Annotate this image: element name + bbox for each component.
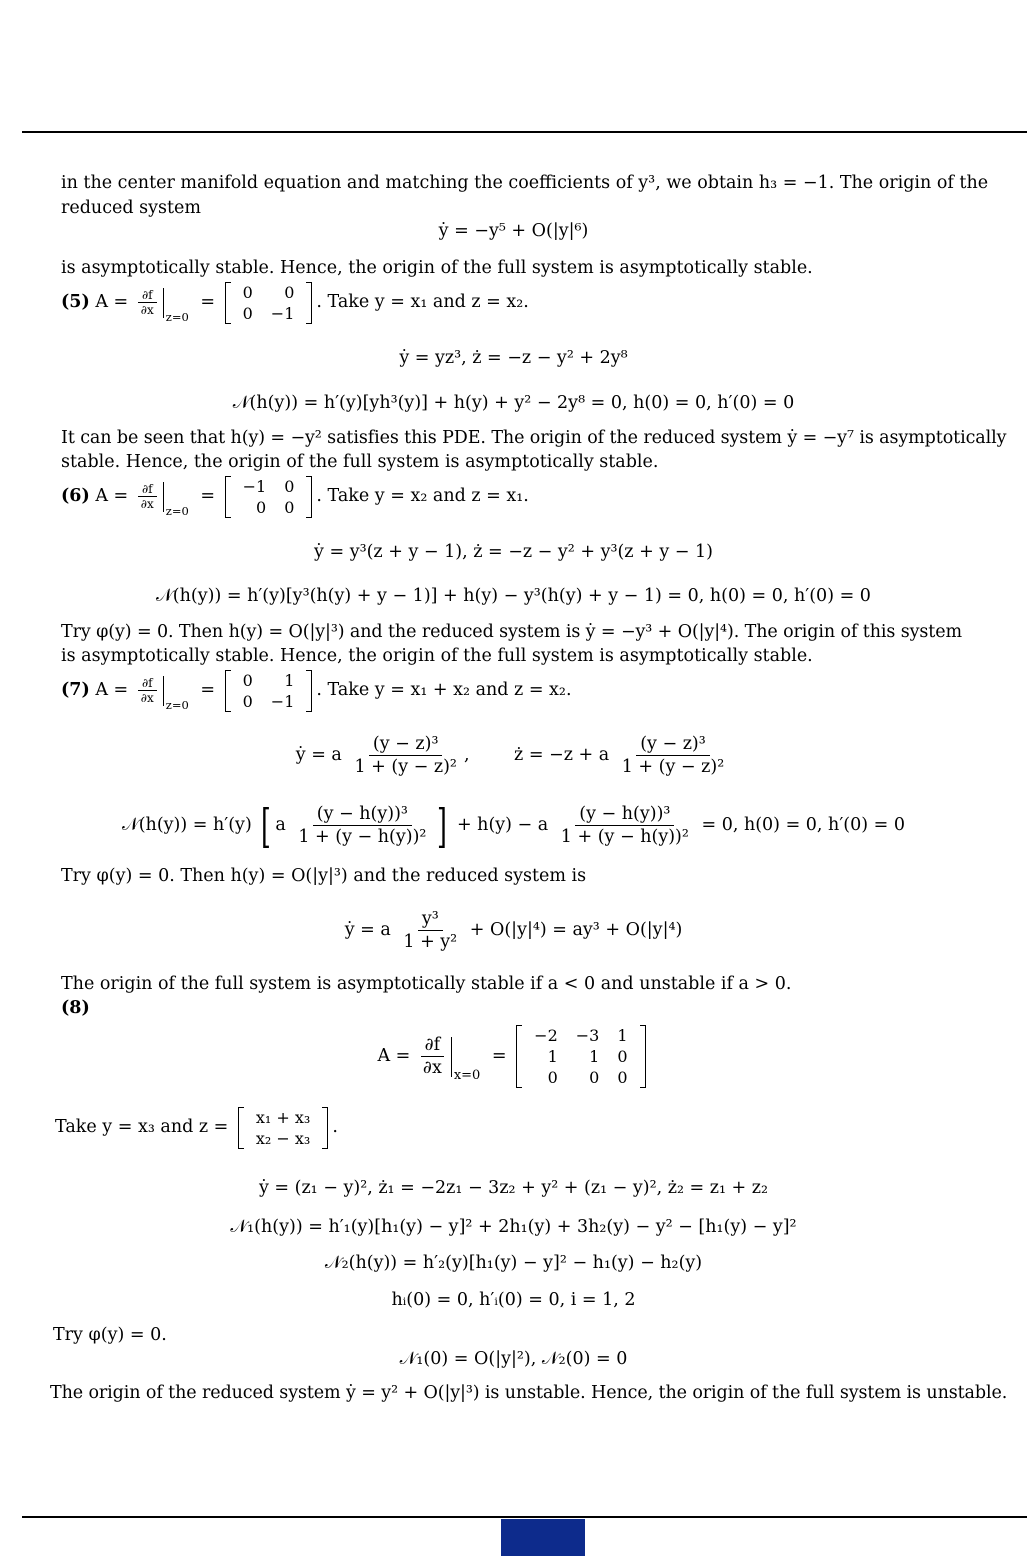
equation-reduced-7: ẏ = a $\frac{\text{y³}}{\text{1 + y²}}$ + O(|y|⁴) = ay³ + O(|y|⁴) xyxy=(344,909,683,952)
equation: ẏ = y³(z + y − 1), ż = −z − y² + y³(z + y − 1) xyxy=(314,542,713,562)
item-6-matrix-line: (6) A = $\frac{\partial f}{\partial x}$ $_{z=0}$ = −1 0 0 0 . Take y = x₂ and z = x₁. xyxy=(61,476,529,518)
matrix-cell: −3 xyxy=(575,1026,600,1045)
paragraph-line: Try φ(y) = 0. Then h(y) = O(|y|³) and the reduced system is ẏ = −y³ + O(|y|⁴). The origin of this system xyxy=(61,622,962,642)
matrix-cell: 0 xyxy=(256,497,267,517)
matrix-cell: 0 xyxy=(617,1068,628,1087)
take-text: . Take y = x₁ + x₂ and z = x₂. xyxy=(316,680,572,700)
fraction: $\frac{\text{(y − h(y))³}}{\text{1 + (y − h(y))²}}$ xyxy=(560,804,689,847)
matrix xyxy=(225,282,313,324)
matrix-cell: 1 xyxy=(617,1026,628,1045)
matrix xyxy=(516,1025,645,1088)
matrix-cell: −1 xyxy=(270,303,295,323)
fraction: $\frac{\text{(y − h(y))³}}{\text{1 + (y − h(y))²}}$ xyxy=(298,804,427,847)
partial-fraction: $\frac{\partial f}{\partial x}$ xyxy=(419,1035,446,1078)
equation-manifold-7: 𝒩(h(y)) = h′(y) [ a $\frac{\text{(y − h(y))³}}{\text{1 + (y − h(y))²}}$ ] + h(y) − a $\frac{\text{(y − h(y))³}}{\text{1 + (y − h(y))²}}$ = 0, h(0) = 0, h′(0) = 0 xyxy=(121,798,906,853)
equation-system-7: ẏ = a $\frac{\text{(y − z)³}}{\text{1 + (y − z)²}}$ , ż = −z + a $\frac{\text{(y − z)³}}{\text{1 + (y − z)²}}$ xyxy=(0,730,1027,780)
equation: ẏ = yz³, ż = −z − y² + 2y⁸ xyxy=(399,348,628,368)
matrix-cell: 0 xyxy=(547,1068,558,1087)
item-label: (5) xyxy=(61,292,90,312)
matrix-cell: 1 xyxy=(589,1047,600,1066)
item-8-matrix: A = $\frac{\partial f}{\partial x}$ $_{x=0}$ = −2 −3 1 1 1 0 0 0 0 xyxy=(0,1018,1027,1114)
paragraph-line: The origin of the reduced system ẏ = y² + O(|y|³) is unstable. Hence, the origin of the full system is unstable. xyxy=(50,1383,1008,1403)
equation-reduced-system: ẏ = −y⁵ + O(|y|⁶) xyxy=(438,221,589,241)
paragraph-line: is asymptotically stable. Hence, the origin of the full system is asymptotically stable. xyxy=(61,258,813,278)
take-text: . Take y = x₁ and z = x₂. xyxy=(316,292,529,312)
matrix-name: A = xyxy=(95,680,129,700)
matrix-cell: 0 xyxy=(242,303,253,323)
matrix xyxy=(238,1107,328,1149)
paragraph-line: in the center manifold equation and matching the coefficients of y³, we obtain h₃ = −1. The origin of the xyxy=(61,173,989,193)
item-5-matrix-line: (5) A = $\frac{\partial f}{\partial x}$ $_{z=0}$ = 0 0 0 −1 . Take y = x₁ and z = x₂. xyxy=(61,282,529,324)
paragraph-line: It can be seen that h(y) = −y² satisfies this PDE. The origin of the reduced system ẏ = −y⁷ is asymptotically xyxy=(61,428,1007,448)
paragraph-line: is asymptotically stable. Hence, the origin of the full system is asymptotically stable. xyxy=(61,646,813,666)
eval-bar xyxy=(163,676,164,706)
take-text: . Take y = x₂ and z = x₁. xyxy=(316,486,529,506)
matrix-cell: x₂ − x₃ xyxy=(255,1128,311,1148)
matrix-cell: −1 xyxy=(242,476,267,496)
matrix-cell: 0 xyxy=(284,476,295,496)
eval-bar xyxy=(163,288,164,318)
equation: hᵢ(0) = 0, h′ᵢ(0) = 0, i = 1, 2 xyxy=(391,1290,636,1310)
matrix-name: A = xyxy=(95,292,129,312)
matrix-cell: 0 xyxy=(242,282,253,302)
paragraph-line: stable. Hence, the origin of the full system is asymptotically stable. xyxy=(61,452,659,472)
item-label: (8) xyxy=(61,998,90,1018)
equation: 𝒩₁(h(y)) = h′₁(y)[h₁(y) − y]² + 2h₁(y) + 3h₂(y) − y² − [h₁(y) − y]² xyxy=(230,1217,797,1237)
matrix-cell: −2 xyxy=(534,1026,558,1045)
item-7-matrix-line: (7) A = $\frac{\partial f}{\partial x}$ $_{z=0}$ = 0 1 0 −1 . Take y = x₁ + x₂ and z = x₂. xyxy=(61,670,572,712)
matrix-cell: 0 xyxy=(284,282,295,302)
fraction: $\frac{\text{(y − z)³}}{\text{1 + (y − z)²}}$ xyxy=(621,734,725,777)
equation: ẏ = (z₁ − y)², ż₁ = −2z₁ − 3z₂ + y² + (z₁ − y)², ż₂ = z₁ + z₂ xyxy=(258,1178,769,1198)
matrix-name: A = xyxy=(95,486,129,506)
item-label: (6) xyxy=(61,486,90,506)
equation: 𝒩(h(y)) = h′(y)[y³(h(y) + y − 1)] + h(y) − y³(h(y) + y − 1) = 0, h(0) = 0, h′(0) = 0 xyxy=(156,586,871,606)
matrix-cell: 1 xyxy=(284,670,295,690)
paragraph-line: The origin of the full system is asymptotically stable if a < 0 and unstable if a > 0. xyxy=(61,974,792,994)
matrix-cell: 1 xyxy=(547,1047,558,1066)
eval-bar xyxy=(163,482,164,512)
header-rule xyxy=(22,131,1027,133)
paragraph-line: Try φ(y) = 0. xyxy=(53,1325,167,1345)
matrix-cell: 0 xyxy=(242,670,253,690)
partial-fraction: $\frac{\partial f}{\partial x}$ xyxy=(137,289,158,316)
footer-rule xyxy=(22,1516,1027,1518)
take-8-line: Take y = x₃ and z = x₁ + x₃ x₂ − x₃ . xyxy=(55,1107,338,1148)
fraction: $\frac{\text{(y − z)³}}{\text{1 + (y − z)²}}$ xyxy=(354,734,457,777)
matrix-cell: −1 xyxy=(270,691,295,711)
matrix xyxy=(225,670,313,712)
matrix-cell: 0 xyxy=(242,691,253,711)
paragraph-line: Try φ(y) = 0. Then h(y) = O(|y|³) and the reduced system is xyxy=(61,866,587,886)
item-label: (7) xyxy=(61,680,90,700)
equation: 𝒩₂(h(y)) = h′₂(y)[h₁(y) − y]² − h₁(y) − h₂(y) xyxy=(324,1253,703,1273)
page-number-box xyxy=(501,1519,585,1556)
partial-fraction: $\frac{\partial f}{\partial x}$ xyxy=(137,483,158,510)
paragraph-line: reduced system xyxy=(61,198,201,218)
matrix-cell: 0 xyxy=(284,497,295,517)
matrix xyxy=(225,476,313,518)
matrix-cell: 0 xyxy=(617,1047,628,1066)
equation: 𝒩₁(0) = O(|y|²), 𝒩₂(0) = 0 xyxy=(399,1349,628,1369)
matrix-cell: x₁ + x₃ xyxy=(255,1107,311,1127)
partial-fraction: $\frac{\partial f}{\partial x}$ xyxy=(137,677,158,704)
fraction: $\frac{\text{y³}}{\text{1 + y²}}$ xyxy=(403,909,458,952)
equation: 𝒩(h(y)) = h′(y)[yh³(y)] + h(y) + y² − 2y⁸ = 0, h(0) = 0, h′(0) = 0 xyxy=(232,393,795,413)
matrix-cell: 0 xyxy=(589,1068,600,1087)
